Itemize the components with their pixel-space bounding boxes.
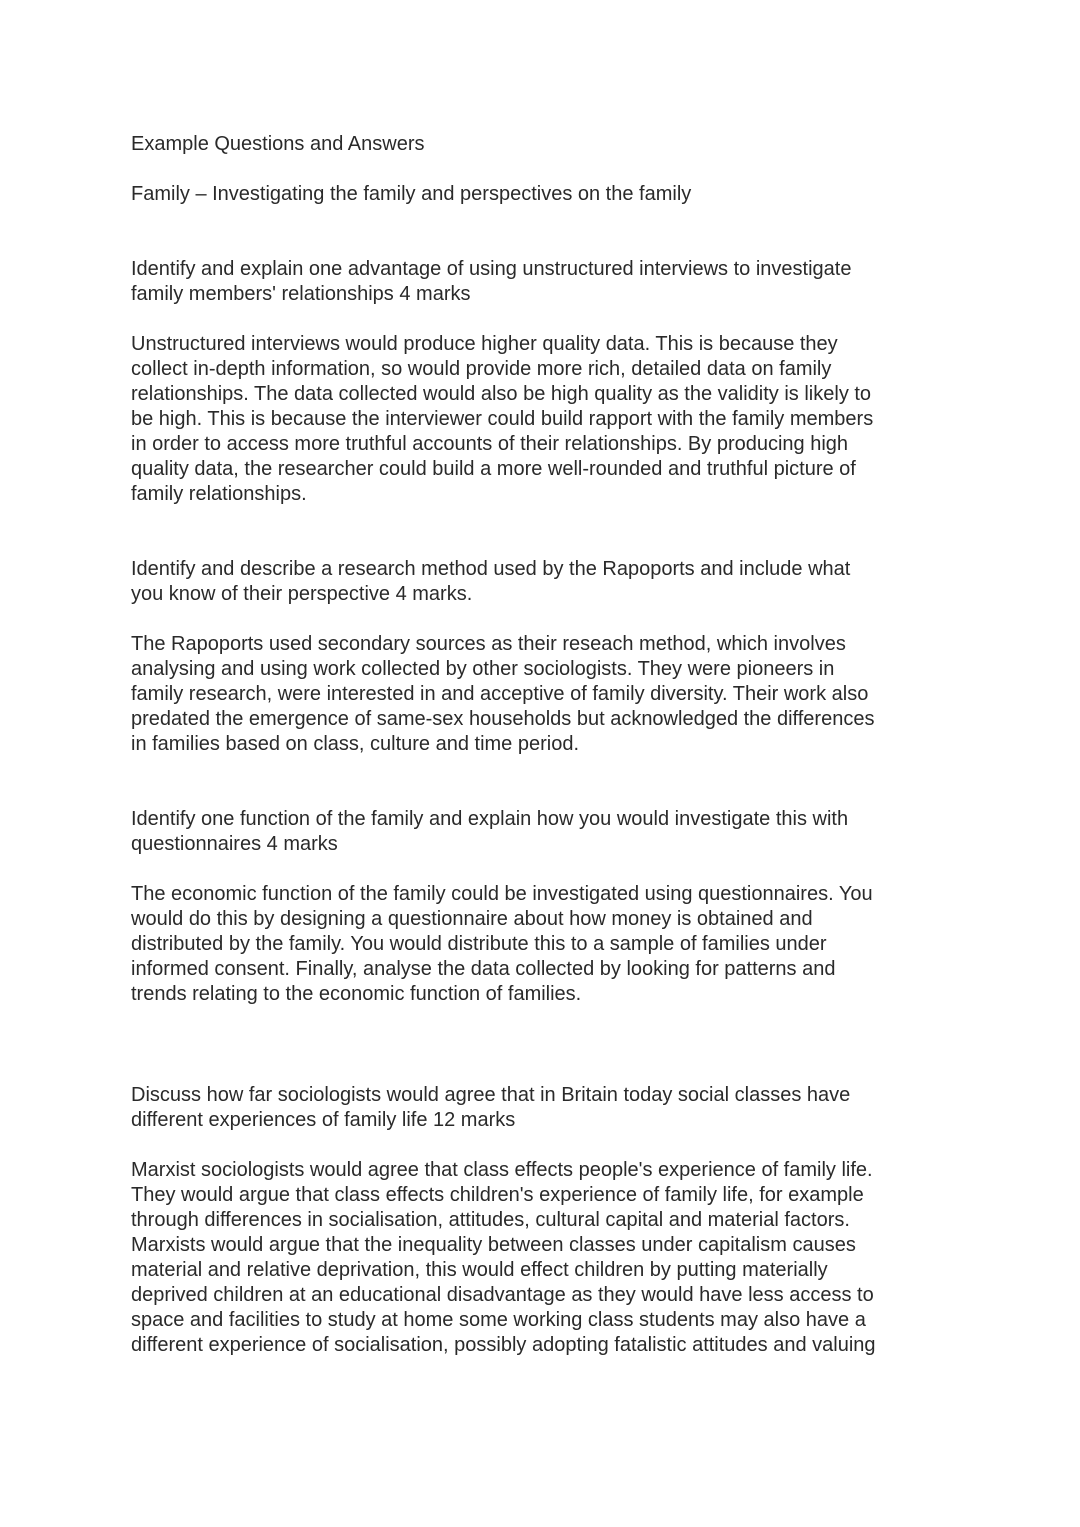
answer-line: family relationships. [131, 483, 307, 505]
answer-2 [131, 632, 961, 757]
answer-line: The Rapoports used secondary sources as their reseach method, which involves [131, 633, 846, 655]
question-2 [131, 557, 961, 607]
answer-line: family research, were interested in and acceptive of family diversity. Their work also [131, 683, 869, 705]
answer-line: Marxist sociologists would agree that class effects people's experience of family life. [131, 1159, 873, 1181]
answer-line: Marxists would argue that the inequality between classes under capitalism causes [131, 1234, 856, 1256]
question-line: Identify and describe a research method used by the Rapoports and include what [131, 558, 851, 580]
answer-line: deprived children at an educational disadvantage as they would have less access to [131, 1284, 874, 1306]
question-3 [131, 807, 961, 857]
question-line: Identify and explain one advantage of using unstructured interviews to investigate [131, 258, 852, 280]
answer-line: in order to access more truthful accounts of their relationships. By producing high [131, 433, 849, 455]
question-line: Discuss how far sociologists would agree that in Britain today social classes have [131, 1084, 851, 1106]
answer-line: trends relating to the economic function of families. [131, 983, 582, 1005]
answer-line: space and facilities to study at home some working class students may also have a [131, 1309, 866, 1331]
answer-line: informed consent. Finally, analyse the data collected by looking for patterns and [131, 958, 836, 980]
answer-line: through differences in socialisation, attitudes, cultural capital and material factors. [131, 1209, 850, 1231]
answer-line: predated the emergence of same-sex households but acknowledged the differences [131, 708, 875, 730]
answer-line: distributed by the family. You would distribute this to a sample of families under [131, 933, 827, 955]
question-line: different experiences of family life 12 marks [131, 1109, 516, 1131]
answer-line: collect in-depth information, so would provide more rich, detailed data on family [131, 358, 832, 380]
answer-line: material and relative deprivation, this would effect children by putting materially [131, 1259, 828, 1281]
answer-line: relationships. The data collected would also be high quality as the validity is likely to [131, 383, 872, 405]
question-4 [131, 1083, 961, 1133]
answer-4 [131, 1158, 961, 1358]
answer-line: Unstructured interviews would produce higher quality data. This is because they [131, 333, 838, 355]
answer-line: They would argue that class effects children's experience of family life, for example [131, 1184, 864, 1206]
question-line: Identify one function of the family and explain how you would investigate this with [131, 808, 849, 830]
answer-line: be high. This is because the interviewer could build rapport with the family members [131, 408, 874, 430]
answer-1 [131, 332, 961, 507]
answer-line: would do this by designing a questionnaire about how money is obtained and [131, 908, 813, 930]
document-subheading: Family – Investigating the family and perspectives on the family [131, 183, 692, 205]
answer-line: The economic function of the family could be investigated using questionnaires. You [131, 883, 873, 905]
answer-line: quality data, the researcher could build a more well-rounded and truthful picture of [131, 458, 856, 480]
answer-line: different experience of socialisation, possibly adopting fatalistic attitudes and valuing [131, 1334, 876, 1356]
document-heading: Example Questions and Answers [131, 133, 425, 155]
question-1 [131, 257, 961, 307]
answer-line: analysing and using work collected by other sociologists. They were pioneers in [131, 658, 835, 680]
answer-3 [131, 882, 961, 1007]
question-line: family members' relationships 4 marks [131, 283, 471, 305]
question-line: you know of their perspective 4 marks. [131, 583, 473, 605]
answer-line: in families based on class, culture and time period. [131, 733, 580, 755]
question-line: questionnaires 4 marks [131, 833, 338, 855]
